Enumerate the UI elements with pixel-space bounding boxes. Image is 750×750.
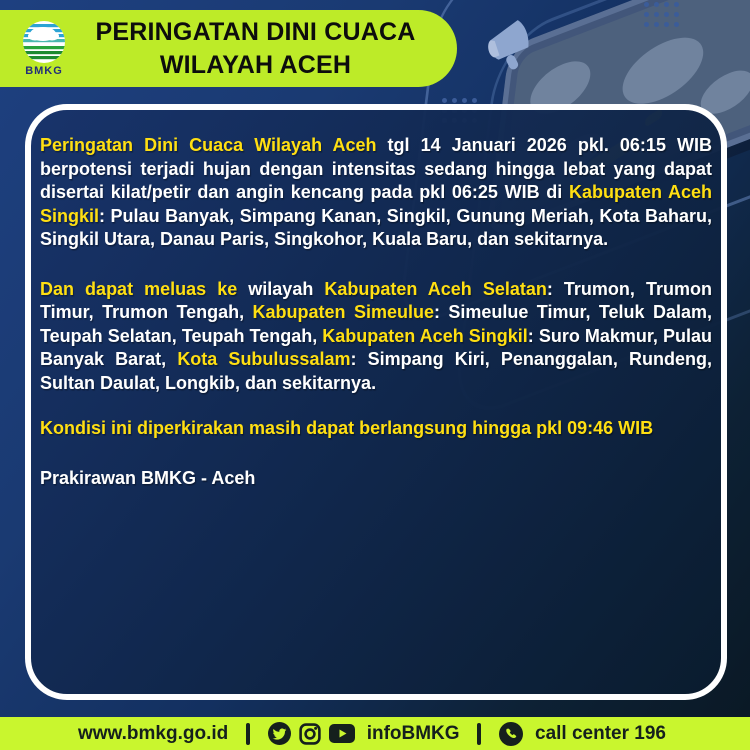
phone-icon bbox=[499, 722, 523, 746]
poster-title-line2: WILAYAH ACEH bbox=[159, 50, 352, 79]
footer-divider bbox=[477, 723, 481, 745]
call-center-label: call center 196 bbox=[535, 722, 666, 744]
region-highlight: Kabupaten Simeulue bbox=[252, 302, 434, 322]
twitter-icon bbox=[268, 722, 291, 745]
header-banner bbox=[0, 10, 457, 87]
social-handle: infoBMKG bbox=[366, 722, 460, 744]
poster-title bbox=[72, 16, 457, 82]
social-media-group bbox=[268, 722, 460, 745]
region-highlight: Kabupaten Aceh Selatan bbox=[324, 278, 547, 299]
youtube-icon bbox=[329, 724, 355, 743]
megaphone-icon bbox=[475, 12, 546, 74]
poster-title-line1: PERINGATAN DINI CUACA bbox=[95, 17, 416, 46]
forecaster-signature: Prakirawan BMKG - Aceh bbox=[40, 467, 256, 488]
dot-grid bbox=[644, 2, 679, 27]
region-highlight: Kota Subulussalam bbox=[177, 349, 351, 369]
warning-title-highlight: Peringatan Dini Cuaca Wilayah Aceh bbox=[40, 135, 377, 155]
duration-note: Kondisi ini diperkirakan masih dapat berlangsung hingga pkl 09:46 WIB bbox=[40, 418, 654, 438]
website-url: www.bmkg.go.id bbox=[78, 722, 229, 744]
region-highlight: Kabupaten Aceh Singkil bbox=[322, 325, 528, 346]
region-highlight: Kabupaten Aceh Singkil bbox=[40, 182, 712, 226]
footer-bar bbox=[0, 717, 750, 750]
warning-paragraph-1: Peringatan Dini Cuaca Wilayah Aceh tgl 14 Januari 2026 pkl. 06:15 WIB berpotensi terjadi hujan dengan intensitas sedang hingga lebat yang dapat disertai kilat/petir dan angin kencang pada pkl 06:25 WIB di Kabupaten Aceh Singkil: Pulau Banyak, Simpang Kanan, Singkil, Gunung Meriah, Kota Baharu, Singkil Utara, Danau Paris, Singkohor, Kuala Baru, dan sekitarnya. bbox=[40, 135, 712, 249]
call-center-group bbox=[499, 722, 666, 746]
bmkg-logo-icon bbox=[22, 20, 66, 64]
footer-divider bbox=[246, 723, 250, 745]
bmkg-logo bbox=[16, 20, 72, 77]
warning-paragraph-2: Dan dapat meluas ke wilayah Kabupaten Aceh Selatan: Trumon, Trumon Timur, Trumon Tengah, Kabupaten Simeulue: Simeulue Timur, Teluk Dalam, Teupah Selatan, Teupah Tengah, Kabupaten Aceh Singkil: Suro Makmur, Pulau Banyak Barat, Kota Subulussalam: Simpang Kiri, Penanggalan, Rundeng, Sultan Daulat, Longkib, dan sekitarnya. bbox=[40, 278, 713, 393]
instagram-icon bbox=[299, 723, 321, 745]
warning-panel bbox=[25, 104, 727, 700]
bmkg-logo-label: BMKG bbox=[25, 65, 63, 77]
